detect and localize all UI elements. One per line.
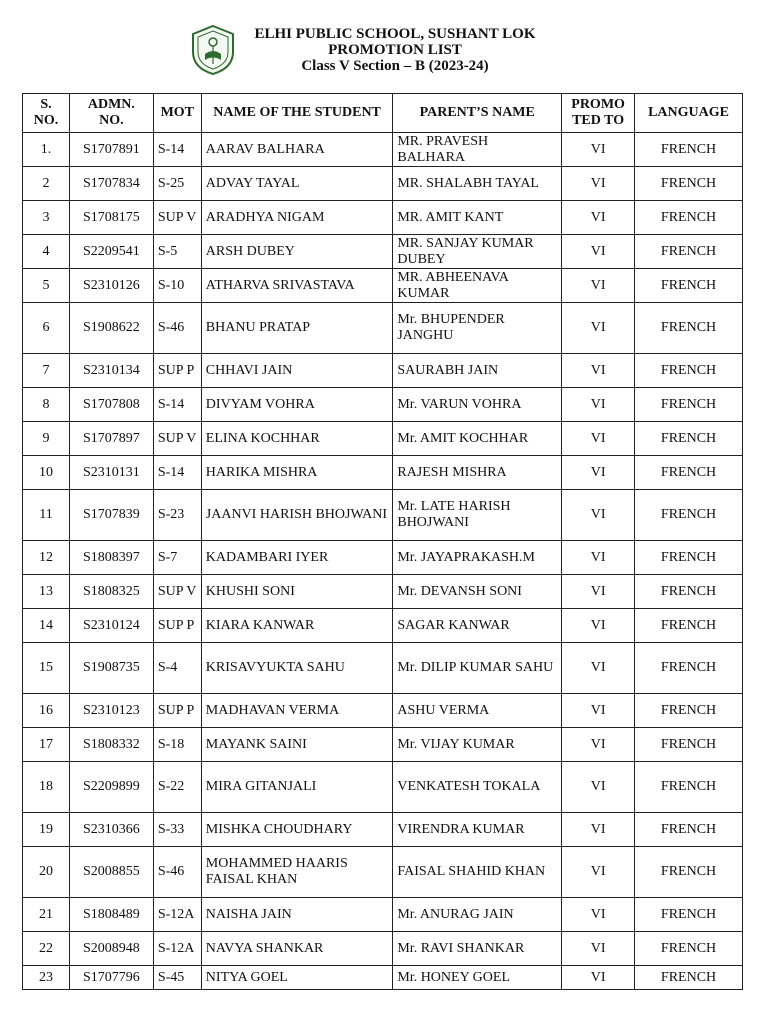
row-language: FRENCH xyxy=(635,541,743,575)
table-row xyxy=(23,303,743,354)
row-promoted-to: VI xyxy=(562,133,635,167)
row-admission-no: S1707891 xyxy=(69,133,153,167)
row-sno: 13 xyxy=(23,575,70,609)
row-sno: 10 xyxy=(23,456,70,490)
row-admission-no: S2310126 xyxy=(69,269,153,303)
row-sno: 3 xyxy=(23,201,70,235)
row-parent-name: MR. PRAVESH BALHARA xyxy=(393,133,562,167)
row-language: FRENCH xyxy=(635,966,743,990)
col-header-adm: ADMN. NO. xyxy=(69,94,153,133)
row-mot: S-46 xyxy=(153,303,201,354)
row-mot: S-7 xyxy=(153,541,201,575)
row-language: FRENCH xyxy=(635,133,743,167)
row-parent-name: Mr. DILIP KUMAR SAHU xyxy=(393,643,562,694)
row-admission-no: S2310124 xyxy=(69,609,153,643)
row-mot: S-46 xyxy=(153,847,201,898)
table-row xyxy=(23,201,743,235)
row-language: FRENCH xyxy=(635,728,743,762)
row-student-name: ATHARVA SRIVASTAVA xyxy=(201,269,393,303)
row-language: FRENCH xyxy=(635,235,743,269)
table-row xyxy=(23,269,743,303)
row-sno: 18 xyxy=(23,762,70,813)
row-admission-no: S1708175 xyxy=(69,201,153,235)
row-mot: SUP V xyxy=(153,422,201,456)
row-parent-name: FAISAL SHAHID KHAN xyxy=(393,847,562,898)
table-row xyxy=(23,932,743,966)
row-parent-name: Mr. RAVI SHANKAR xyxy=(393,932,562,966)
row-admission-no: S1808325 xyxy=(69,575,153,609)
row-student-name: NAVYA SHANKAR xyxy=(201,932,393,966)
row-sno: 16 xyxy=(23,694,70,728)
row-mot: S-5 xyxy=(153,235,201,269)
row-sno: 4 xyxy=(23,235,70,269)
row-admission-no: S1707839 xyxy=(69,490,153,541)
row-student-name: KIARA KANWAR xyxy=(201,609,393,643)
row-language: FRENCH xyxy=(635,813,743,847)
table-header-row xyxy=(23,94,743,133)
row-admission-no: S2209899 xyxy=(69,762,153,813)
row-sno: 5 xyxy=(23,269,70,303)
row-parent-name: MR. SHALABH TAYAL xyxy=(393,167,562,201)
row-sno: 1. xyxy=(23,133,70,167)
row-language: FRENCH xyxy=(635,456,743,490)
class-section: Class V Section – B (2023-24) xyxy=(301,58,489,74)
row-parent-name: Mr. AMIT KOCHHAR xyxy=(393,422,562,456)
row-promoted-to: VI xyxy=(562,167,635,201)
row-mot: S-4 xyxy=(153,643,201,694)
row-sno: 17 xyxy=(23,728,70,762)
row-mot: S-12A xyxy=(153,898,201,932)
row-mot: S-14 xyxy=(153,388,201,422)
row-student-name: MAYANK SAINI xyxy=(201,728,393,762)
row-promoted-to: VI xyxy=(562,490,635,541)
row-student-name: ARSH DUBEY xyxy=(201,235,393,269)
row-parent-name: Mr. JAYAPRAKASH.M xyxy=(393,541,562,575)
row-parent-name: RAJESH MISHRA xyxy=(393,456,562,490)
row-student-name: DIVYAM VOHRA xyxy=(201,388,393,422)
table-row xyxy=(23,422,743,456)
row-student-name: MIRA GITANJALI xyxy=(201,762,393,813)
table-row xyxy=(23,728,743,762)
table-row xyxy=(23,609,743,643)
row-mot: SUP P xyxy=(153,609,201,643)
table-row xyxy=(23,966,743,990)
row-student-name: AARAV BALHARA xyxy=(201,133,393,167)
row-sno: 22 xyxy=(23,932,70,966)
row-parent-name: Mr. VIJAY KUMAR xyxy=(393,728,562,762)
row-language: FRENCH xyxy=(635,167,743,201)
row-promoted-to: VI xyxy=(562,575,635,609)
row-promoted-to: VI xyxy=(562,201,635,235)
promotion-table xyxy=(22,93,743,990)
row-sno: 2 xyxy=(23,167,70,201)
table-row xyxy=(23,133,743,167)
row-promoted-to: VI xyxy=(562,303,635,354)
row-student-name: ADVAY TAYAL xyxy=(201,167,393,201)
row-mot: SUP P xyxy=(153,354,201,388)
row-sno: 7 xyxy=(23,354,70,388)
row-student-name: JAANVI HARISH BHOJWANI xyxy=(201,490,393,541)
row-sno: 23 xyxy=(23,966,70,990)
row-parent-name: VENKATESH TOKALA xyxy=(393,762,562,813)
row-admission-no: S2310131 xyxy=(69,456,153,490)
table-row xyxy=(23,456,743,490)
row-student-name: KRISAVYUKTA SAHU xyxy=(201,643,393,694)
row-promoted-to: VI xyxy=(562,813,635,847)
row-admission-no: S2310134 xyxy=(69,354,153,388)
row-parent-name: VIRENDRA KUMAR xyxy=(393,813,562,847)
table-row xyxy=(23,575,743,609)
row-student-name: KHUSHI SONI xyxy=(201,575,393,609)
row-mot: SUP P xyxy=(153,694,201,728)
row-mot: S-25 xyxy=(153,167,201,201)
row-promoted-to: VI xyxy=(562,456,635,490)
row-language: FRENCH xyxy=(635,388,743,422)
row-promoted-to: VI xyxy=(562,694,635,728)
row-sno: 9 xyxy=(23,422,70,456)
row-promoted-to: VI xyxy=(562,643,635,694)
row-promoted-to: VI xyxy=(562,541,635,575)
row-student-name: NITYA GOEL xyxy=(201,966,393,990)
row-parent-name: ASHU VERMA xyxy=(393,694,562,728)
row-sno: 6 xyxy=(23,303,70,354)
row-mot: S-22 xyxy=(153,762,201,813)
row-language: FRENCH xyxy=(635,490,743,541)
row-language: FRENCH xyxy=(635,354,743,388)
row-parent-name: MR. AMIT KANT xyxy=(393,201,562,235)
row-promoted-to: VI xyxy=(562,269,635,303)
row-admission-no: S1707796 xyxy=(69,966,153,990)
table-row xyxy=(23,541,743,575)
row-sno: 8 xyxy=(23,388,70,422)
row-mot: S-45 xyxy=(153,966,201,990)
row-language: FRENCH xyxy=(635,575,743,609)
col-header-promoted: PROMO TED TO xyxy=(562,94,635,133)
document-header xyxy=(230,26,560,74)
row-admission-no: S1908735 xyxy=(69,643,153,694)
row-parent-name: SAURABH JAIN xyxy=(393,354,562,388)
row-parent-name: Mr. DEVANSH SONI xyxy=(393,575,562,609)
row-language: FRENCH xyxy=(635,847,743,898)
row-student-name: HARIKA MISHRA xyxy=(201,456,393,490)
col-header-language: LANGUAGE xyxy=(635,94,743,133)
row-admission-no: S1707808 xyxy=(69,388,153,422)
table-row xyxy=(23,762,743,813)
row-mot: S-14 xyxy=(153,456,201,490)
row-admission-no: S2008855 xyxy=(69,847,153,898)
row-promoted-to: VI xyxy=(562,966,635,990)
row-promoted-to: VI xyxy=(562,932,635,966)
row-admission-no: S2310366 xyxy=(69,813,153,847)
row-mot: SUP V xyxy=(153,201,201,235)
table-row xyxy=(23,813,743,847)
row-language: FRENCH xyxy=(635,609,743,643)
row-admission-no: S1707834 xyxy=(69,167,153,201)
col-header-sno: S. NO. xyxy=(23,94,70,133)
row-sno: 21 xyxy=(23,898,70,932)
row-admission-no: S1808489 xyxy=(69,898,153,932)
row-language: FRENCH xyxy=(635,694,743,728)
row-student-name: BHANU PRATAP xyxy=(201,303,393,354)
col-header-mot: MOT xyxy=(153,94,201,133)
row-promoted-to: VI xyxy=(562,354,635,388)
row-student-name: ARADHYA NIGAM xyxy=(201,201,393,235)
row-language: FRENCH xyxy=(635,201,743,235)
row-parent-name: MR. ABHEENAVA KUMAR xyxy=(393,269,562,303)
table-row xyxy=(23,167,743,201)
table-row xyxy=(23,694,743,728)
row-promoted-to: VI xyxy=(562,422,635,456)
row-student-name: NAISHA JAIN xyxy=(201,898,393,932)
row-promoted-to: VI xyxy=(562,609,635,643)
row-admission-no: S1908622 xyxy=(69,303,153,354)
row-parent-name: SAGAR KANWAR xyxy=(393,609,562,643)
table-row xyxy=(23,898,743,932)
row-parent-name: Mr. LATE HARISH BHOJWANI xyxy=(393,490,562,541)
row-admission-no: S2209541 xyxy=(69,235,153,269)
row-promoted-to: VI xyxy=(562,898,635,932)
row-admission-no: S1808397 xyxy=(69,541,153,575)
row-parent-name: MR. SANJAY KUMAR DUBEY xyxy=(393,235,562,269)
row-admission-no: S1808332 xyxy=(69,728,153,762)
row-language: FRENCH xyxy=(635,898,743,932)
row-mot: S-33 xyxy=(153,813,201,847)
list-title: PROMOTION LIST xyxy=(328,42,462,58)
row-student-name: ELINA KOCHHAR xyxy=(201,422,393,456)
row-parent-name: Mr. ANURAG JAIN xyxy=(393,898,562,932)
row-sno: 14 xyxy=(23,609,70,643)
col-header-name: NAME OF THE STUDENT xyxy=(201,94,393,133)
row-parent-name: Mr. VARUN VOHRA xyxy=(393,388,562,422)
row-sno: 19 xyxy=(23,813,70,847)
row-promoted-to: VI xyxy=(562,235,635,269)
row-promoted-to: VI xyxy=(562,847,635,898)
row-mot: S-23 xyxy=(153,490,201,541)
row-mot: SUP V xyxy=(153,575,201,609)
row-mot: S-10 xyxy=(153,269,201,303)
row-language: FRENCH xyxy=(635,422,743,456)
row-student-name: MOHAMMED HAARIS FAISAL KHAN xyxy=(201,847,393,898)
row-sno: 11 xyxy=(23,490,70,541)
row-parent-name: Mr. BHUPENDER JANGHU xyxy=(393,303,562,354)
school-name: ELHI PUBLIC SCHOOL, SUSHANT LOK xyxy=(254,26,536,42)
row-student-name: KADAMBARI IYER xyxy=(201,541,393,575)
table-row xyxy=(23,490,743,541)
col-header-parent: PARENT’S NAME xyxy=(393,94,562,133)
row-language: FRENCH xyxy=(635,932,743,966)
row-language: FRENCH xyxy=(635,762,743,813)
row-sno: 12 xyxy=(23,541,70,575)
row-student-name: CHHAVI JAIN xyxy=(201,354,393,388)
row-sno: 20 xyxy=(23,847,70,898)
row-promoted-to: VI xyxy=(562,762,635,813)
row-language: FRENCH xyxy=(635,269,743,303)
row-admission-no: S1707897 xyxy=(69,422,153,456)
table-row xyxy=(23,235,743,269)
row-language: FRENCH xyxy=(635,303,743,354)
row-student-name: MISHKA CHOUDHARY xyxy=(201,813,393,847)
row-student-name: MADHAVAN VERMA xyxy=(201,694,393,728)
row-mot: S-12A xyxy=(153,932,201,966)
row-mot: S-14 xyxy=(153,133,201,167)
row-parent-name: Mr. HONEY GOEL xyxy=(393,966,562,990)
table-row xyxy=(23,643,743,694)
row-admission-no: S2310123 xyxy=(69,694,153,728)
table-row xyxy=(23,388,743,422)
row-promoted-to: VI xyxy=(562,388,635,422)
table-row xyxy=(23,847,743,898)
table-row xyxy=(23,354,743,388)
row-mot: S-18 xyxy=(153,728,201,762)
row-language: FRENCH xyxy=(635,643,743,694)
row-sno: 15 xyxy=(23,643,70,694)
row-promoted-to: VI xyxy=(562,728,635,762)
row-admission-no: S2008948 xyxy=(69,932,153,966)
